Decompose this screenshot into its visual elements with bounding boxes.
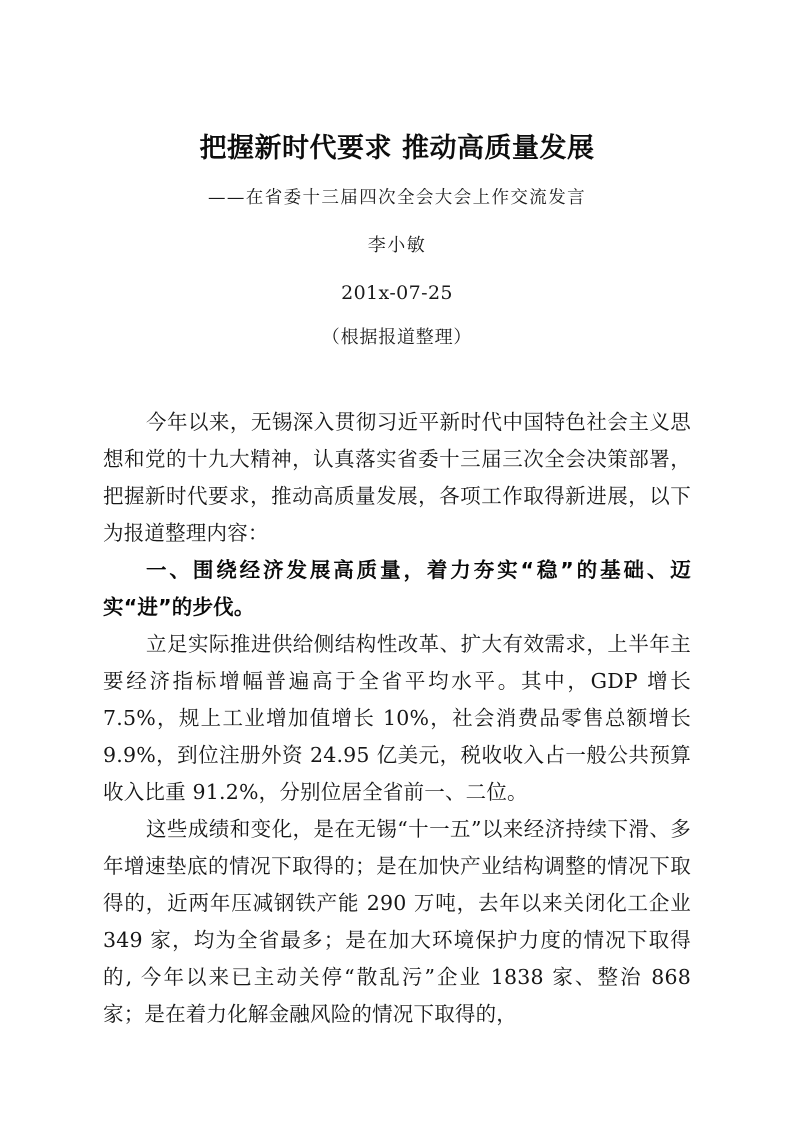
body-paragraph: 今年以来，无锡深入贯彻习近平新时代中国特色社会主义思想和党的十九大精神，认真落实省委十三届三次全会决策部署，把握新时代要求，推动高质量发展，各项工作取得新进展，以下为报道整理内容： <box>103 410 691 545</box>
document-source-note: （根据报道整理） <box>321 327 473 348</box>
section-heading-one: 一、围绕经济发展高质量，着力夯实“稳”的基础、迈实“进”的步伐。 <box>103 558 691 619</box>
body-paragraph: 立足实际推进供给侧结构性改革、扩大有效需求，上半年主要经济指标增幅普遍高于全省平均水平。其中，GDP 增长 7.5%，规上工业增加值增长 10%，社会消费品零售总额增长 9.9%，到位注册外资 24.95 亿美元，税收收入占一般公共预算收入比重 91.2%，分别位居全省前一、二位。 <box>103 632 691 804</box>
document-date: 201x-07-25 <box>341 282 453 304</box>
document-content <box>103 0 691 1033</box>
document-body <box>103 351 691 1033</box>
document-author: 李小敏 <box>367 235 427 256</box>
document-subtitle: ——在省委十三届四次全会大会上作交流发言 <box>208 188 586 208</box>
body-paragraph: 这些成绩和变化，是在无锡“十一五”以来经济持续下滑、多年增速垫底的情况下取得的；是在加快产业结构调整的情况下取得的，近两年压减钢铁产能 290 万吨，去年以来关闭化工企业 349 家，均为全省最多；是在加大环境保护力度的情况下取得的, 今年以来已主动关停“散乱污”企业 1838 家、整治 868 家；是在着力化解金融风险的情况下取得的， <box>103 817 691 1026</box>
document-title: 把握新时代要求 推动高质量发展 <box>199 133 595 164</box>
